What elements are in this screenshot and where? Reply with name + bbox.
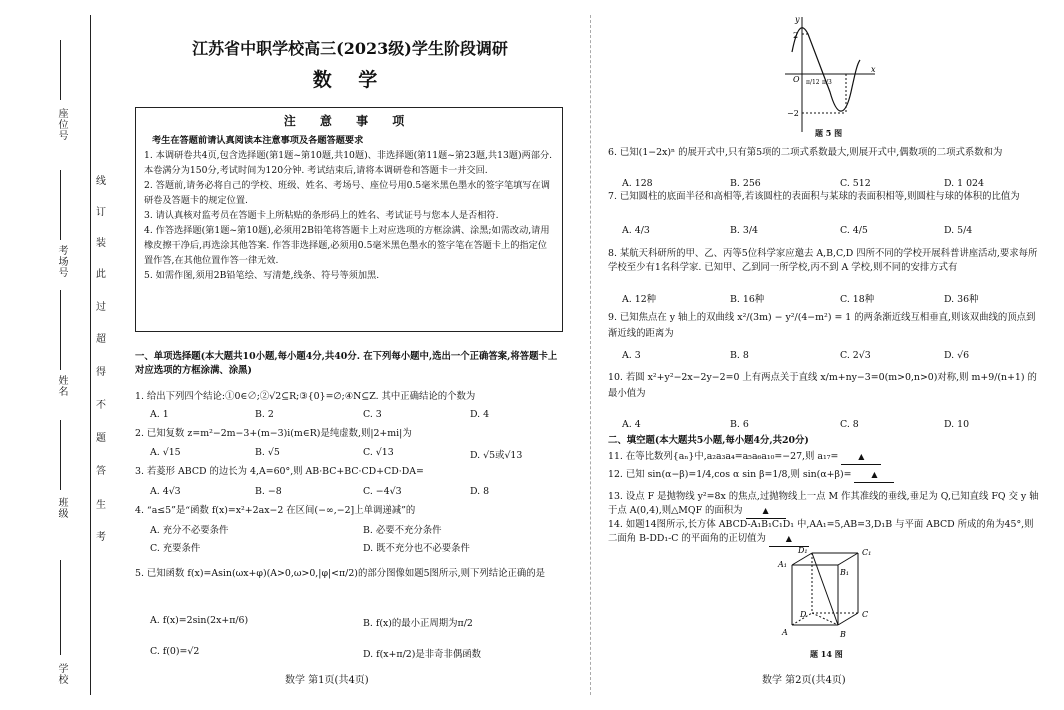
footer-right: 数学 第2页(共4页) bbox=[762, 675, 846, 686]
option[interactable]: C. f(0)=√2 bbox=[150, 646, 200, 657]
option[interactable]: D. 既不充分也不必要条件 bbox=[363, 543, 470, 554]
margin-char: 线 bbox=[96, 176, 106, 187]
vertex-label: C bbox=[862, 610, 869, 619]
question-12: 12. 已知 sin(α−β)=1/4,cos α sin β=1/8,则 sin(α+β)= ▲ bbox=[608, 468, 1040, 483]
notice-item: 5. 如需作图,须用2B铅笔绘、写清楚,线条、符号等须加黑. bbox=[144, 270, 380, 281]
question-6: 6. 已知(1−2x)ⁿ 的展开式中,只有第5项的二项式系数最大,则展开式中,偶数项的二项式系数和为 bbox=[608, 147, 1003, 158]
option[interactable]: D. f(x+π/2)是非奇非偶函数 bbox=[363, 649, 481, 660]
option[interactable]: C. 8 bbox=[840, 419, 859, 430]
option[interactable]: C. 2√3 bbox=[840, 350, 871, 361]
x-axis-label: x bbox=[871, 65, 876, 74]
margin-char: 考 bbox=[96, 532, 106, 543]
question-8: 8. 某航天科研所的甲、乙、丙等5位科学家应邀去 A,B,C,D 四所不同的学校开展科普讲座活动,要求每所学校至少有1名科学家. 已知甲、乙到同一所学校,丙不到 A 学校,则不同的安排方式有 bbox=[608, 248, 1038, 273]
answer-blank[interactable]: ▲ bbox=[769, 532, 809, 547]
option[interactable]: A. √15 bbox=[150, 447, 181, 458]
exam-no-label: 考场号 bbox=[56, 245, 67, 278]
option[interactable]: C. 4/5 bbox=[840, 225, 868, 236]
question-10: 10. 若圆 x²+y²−2x−2y−2=0 上有两点关于直线 x/m+ny−3=0(m>0,n>0)对称,则 m+9/(n+1) 的最小值为 bbox=[608, 372, 1037, 399]
seat-field[interactable] bbox=[60, 40, 61, 100]
option[interactable]: A. 4 bbox=[622, 419, 641, 430]
option[interactable]: C. 18种 bbox=[840, 294, 875, 305]
x-tick-label: π/12 bbox=[806, 79, 820, 86]
option[interactable]: D. 10 bbox=[944, 419, 970, 430]
option[interactable]: A. 4√3 bbox=[150, 486, 181, 497]
name-field[interactable] bbox=[60, 290, 61, 370]
figure-14-caption: 题 14 图 bbox=[810, 649, 843, 659]
option[interactable]: B. √5 bbox=[255, 447, 280, 458]
name-label: 姓名 bbox=[56, 375, 67, 397]
y-top-label: 2 bbox=[793, 31, 799, 40]
notice-subtitle: 考生在答题前请认真阅读本注意事项及各题答题要求 bbox=[152, 135, 364, 146]
question-1: 1. 给出下列四个结论:①0∈∅;②√2⊆R;③{0}=∅;④N⊆Z. 其中正确结论的个数为 bbox=[135, 391, 476, 402]
option[interactable]: B. 2 bbox=[255, 409, 274, 420]
notice-title: 注 意 事 项 bbox=[283, 114, 415, 128]
page-divider bbox=[590, 15, 591, 695]
option[interactable]: A. 充分不必要条件 bbox=[150, 525, 229, 536]
vertex-label: B₁ bbox=[840, 568, 850, 577]
answer-blank[interactable]: ▲ bbox=[854, 468, 894, 483]
option[interactable]: A. f(x)=2sin(2x+π/6) bbox=[150, 615, 249, 626]
x-tick-label: π/3 bbox=[822, 79, 832, 86]
figure-14 bbox=[770, 545, 880, 645]
class-field[interactable] bbox=[60, 420, 61, 490]
subject-title: 数 学 bbox=[312, 69, 388, 91]
school-field[interactable] bbox=[60, 560, 61, 655]
exam-no-field[interactable] bbox=[60, 170, 61, 240]
question-4: 4. “a≤5”是“函数 f(x)=x²+2ax−2 在区间(−∞,−2]上单调递减”的 bbox=[135, 505, 416, 516]
option[interactable]: C. 3 bbox=[363, 409, 382, 420]
option[interactable]: D. √6 bbox=[944, 350, 970, 361]
notice-item: 4. 作答选择题(第1题~第10题),必须用2B铅笔将答题卡上对应选项的方框涂满、涂黑;如需改动,请用橡皮擦干净后,再选涂其他答案. 作答非选择题,必须用0.5毫米黑色墨水的签字笔在答题卡上的指定位置作答,在其他位置作答一律无效. bbox=[144, 225, 550, 266]
option[interactable]: C. 512 bbox=[840, 178, 871, 189]
figure-5-caption: 题 5 图 bbox=[815, 128, 843, 138]
option[interactable]: B. f(x)的最小正周期为π/2 bbox=[363, 618, 473, 629]
margin-char: 订 bbox=[96, 207, 106, 218]
margin-char: 过 bbox=[96, 302, 106, 313]
figure-5 bbox=[775, 12, 885, 137]
class-label: 班级 bbox=[56, 497, 67, 519]
vertex-label: A bbox=[782, 628, 788, 637]
notice-item: 3. 请认真核对监考员在答题卡上所粘贴的条形码上的姓名、考试证号与您本人是否相符. bbox=[144, 210, 499, 221]
option[interactable]: A. 128 bbox=[622, 178, 653, 189]
section1-title: 一、单项选择题(本大题共10小题,每小题4分,共40分. 在下列每小题中,选出一个正确答案,将答题卡上对应选项的方框涂满、涂黑) bbox=[135, 351, 558, 376]
option[interactable]: B. 6 bbox=[730, 419, 749, 430]
origin-label: O bbox=[793, 75, 800, 84]
margin-char: 答 bbox=[96, 466, 106, 477]
y-axis-label: y bbox=[795, 15, 800, 24]
vertex-label: C₁ bbox=[862, 548, 872, 557]
question-14: 14. 如题14图所示,长方体 ABCD-A₁B₁C₁D₁ 中,AA₁=5,AB=3,D₁B 与平面 ABCD 所成的角为45°,则二面角 B-DD₁-C 的平面角的正切值为 ▲ bbox=[608, 518, 1040, 547]
option[interactable]: B. 16种 bbox=[730, 294, 765, 305]
binding-line bbox=[90, 15, 91, 695]
notice-item: 2. 答题前,请务必将自己的学校、班级、姓名、考场号、座位号用0.5毫米黑色墨水的签字笔填写在调研卷及答题卡的规定位置. bbox=[144, 180, 550, 206]
option[interactable]: B. 3/4 bbox=[730, 225, 758, 236]
vertex-label: A₁ bbox=[778, 560, 787, 569]
answer-blank[interactable]: ▲ bbox=[841, 450, 881, 465]
question-2: 2. 已知复数 z=m²−2m−3+(m−3)i(m∈R)是纯虚数,则|2+mi|为 bbox=[135, 428, 412, 439]
question-11: 11. 在等比数列{aₙ}中,a₂a₃a₄=a₅a₆a₁₀=−27,则 a₁₇= ▲ bbox=[608, 450, 1040, 465]
y-bottom-label: −2 bbox=[787, 109, 799, 118]
section2-title: 二、填空题(本大题共5小题,每小题4分,共20分) bbox=[608, 435, 809, 446]
option[interactable]: D. 8 bbox=[470, 486, 490, 497]
option[interactable]: A. 4/3 bbox=[622, 225, 650, 236]
option[interactable]: B. 8 bbox=[730, 350, 749, 361]
option[interactable]: D. 1 024 bbox=[944, 178, 984, 189]
option[interactable]: B. 256 bbox=[730, 178, 761, 189]
margin-char: 超 bbox=[96, 334, 106, 345]
margin-char: 得 bbox=[96, 367, 106, 378]
margin-char: 不 bbox=[96, 400, 106, 411]
seat-label: 座位号 bbox=[56, 108, 67, 141]
question-3: 3. 若菱形 ABCD 的边长为 4,A=60°,则 AB·BC+BC·CD+CD·DA= bbox=[135, 466, 424, 477]
question-9: 9. 已知焦点在 y 轴上的双曲线 x²/(3m) − y²/(4−m²) = 1 的两条渐近线互相垂直,则该双曲线的顶点到渐近线的距离为 bbox=[608, 312, 1036, 339]
question-5: 5. 已知函数 f(x)=Asin(ωx+φ)(A>0,ω>0,|φ|<π/2)的部分图像如题5图所示,则下列结论正确的是 bbox=[135, 568, 546, 579]
option[interactable]: A. 12种 bbox=[622, 294, 657, 305]
margin-char: 生 bbox=[96, 500, 106, 511]
page-title: 江苏省中职学校高三(2023级)学生阶段调研 bbox=[192, 39, 508, 58]
notice-item: 1. 本调研卷共4页,包含选择题(第1题~第10题,共10题)、非选择题(第11题~第23题,共13题)两部分. 本卷满分为150分,考试时间为120分钟. 考试结束后,请将本调研卷和答题卡一并交回. bbox=[144, 150, 553, 176]
margin-char: 装 bbox=[96, 238, 106, 249]
question-13: 13. 设点 F 是抛物线 y²=8x 的焦点,过抛物线上一点 M 作其准线的垂线,垂足为 Q,已知直线 FQ 交 y 轴于点 A(0,4),则△MQF 的面积为 ▲ bbox=[608, 490, 1040, 519]
notice-box bbox=[135, 107, 563, 332]
option[interactable]: D. 5/4 bbox=[944, 225, 973, 236]
vertex-label: D₁ bbox=[798, 546, 808, 555]
option[interactable]: D. 36种 bbox=[944, 294, 979, 305]
margin-char: 题 bbox=[96, 433, 106, 444]
answer-blank[interactable]: ▲ bbox=[746, 504, 786, 519]
option[interactable]: D. √5或√13 bbox=[470, 450, 523, 461]
option[interactable]: C. √13 bbox=[363, 447, 394, 458]
school-label: 学校 bbox=[56, 663, 67, 685]
option[interactable]: C. 充要条件 bbox=[150, 543, 201, 554]
option[interactable]: B. −8 bbox=[255, 486, 282, 497]
margin-char: 此 bbox=[96, 269, 106, 280]
option[interactable]: D. 4 bbox=[470, 409, 490, 420]
vertex-label: D bbox=[800, 610, 807, 619]
vertex-label: B bbox=[840, 630, 846, 639]
option[interactable]: A. 1 bbox=[150, 409, 169, 420]
option[interactable]: A. 3 bbox=[622, 350, 641, 361]
question-7: 7. 已知圆柱的底面半径和高相等,若该圆柱的表面积与某球的表面积相等,则圆柱与球的体积的比值为 bbox=[608, 191, 1020, 202]
option[interactable]: C. −4√3 bbox=[363, 486, 402, 497]
footer-left: 数学 第1页(共4页) bbox=[285, 675, 369, 686]
option[interactable]: B. 必要不充分条件 bbox=[363, 525, 442, 536]
